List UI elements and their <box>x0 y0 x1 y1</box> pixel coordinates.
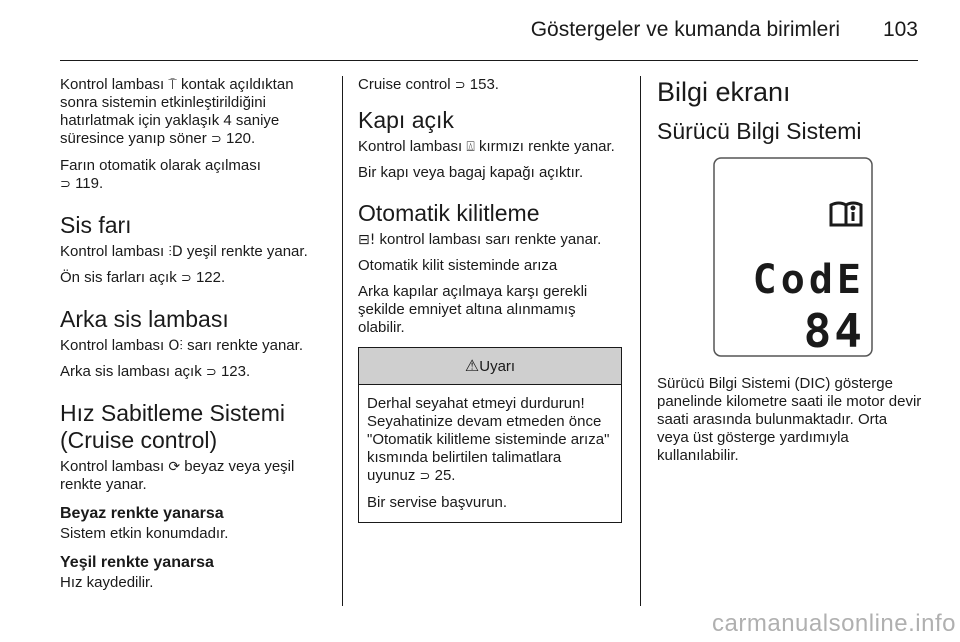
heading-fog-light: Sis farı <box>60 212 132 238</box>
text-run: 122. <box>191 269 226 286</box>
column-1 <box>60 76 330 600</box>
indicator-symbol-icon: ⫶D <box>168 244 183 260</box>
dic-display-svg <box>713 157 873 357</box>
paragraph-fog-1 <box>60 243 330 261</box>
paragraph-cruise-ref <box>358 76 626 95</box>
dic-code-text: CodE <box>752 257 865 303</box>
heading-green: Yeşil renkte yanarsa <box>60 554 214 571</box>
paragraph-lock-3: Arka kapılar açılmaya karşı gerekli şekilde emniyet altına alınmamış olabilir. <box>358 283 588 336</box>
column-divider-2 <box>640 76 641 606</box>
page-reference-arrow-icon: ⊃ <box>419 469 431 484</box>
indicator-symbol-icon: ⟳ <box>168 459 181 475</box>
heading-door-open: Kapı açık <box>358 107 454 133</box>
paragraph-lock-2: Otomatik kilit sisteminde arıza <box>358 257 558 274</box>
text-run: 123. <box>216 363 251 380</box>
text-run: Farın otomatik olarak açılması <box>60 157 261 174</box>
page-reference-arrow-icon: ⊃ <box>210 132 222 147</box>
text-run: Kontrol lambası <box>358 138 467 155</box>
page-reference-arrow-icon: ⊃ <box>60 177 71 192</box>
text-run: Kontrol lambası <box>60 76 169 93</box>
column-divider-1 <box>342 76 343 606</box>
paragraph-rear-fog-2 <box>60 363 330 382</box>
warning-body <box>359 385 621 522</box>
text-run: Kontrol lambası <box>60 458 169 475</box>
dic-caption: Sürücü Bilgi Sistemi (DIC) gösterge panelinde kilometre saati ile motor devir saati arasında bulunmaktadır. Orta veya üst gösterge yardımıyla kullanılabilir. <box>657 375 922 464</box>
heading-driver-info: Sürücü Bilgi Sistemi <box>657 118 862 144</box>
page-reference-arrow-icon: ⊃ <box>180 271 192 286</box>
column-3 <box>657 76 922 473</box>
text-run: 153. <box>465 76 499 93</box>
watermark: carmanualsonline.info <box>712 610 956 637</box>
heading-rear-fog: Arka sis lambası <box>60 306 229 332</box>
paragraph-door-2: Bir kapı veya bagaj kapağı açıktır. <box>358 164 584 181</box>
paragraph-green: Hız kaydedilir. <box>60 574 154 591</box>
paragraph-auto-light <box>60 157 330 194</box>
text-run: kırmızı renkte yanar. <box>474 138 615 155</box>
warning-paragraph-2: Bir servise başvurun. <box>367 494 508 511</box>
dic-number-text: 84 <box>803 304 865 357</box>
text-run: 25. <box>430 467 456 484</box>
paragraph-lock-1 <box>358 231 626 249</box>
header-title: Göstergeler ve kumanda birimleri <box>530 18 840 41</box>
heading-info-display: Bilgi ekranı <box>657 77 791 107</box>
warning-box <box>358 347 622 523</box>
page-reference-arrow-icon: ⊃ <box>454 78 466 93</box>
text-run: Kontrol lambası <box>60 337 169 354</box>
warning-title: Uyarı <box>479 358 516 375</box>
dic-display-illustration <box>713 157 873 357</box>
text-run: kontak açıldıktan sonra sistemin etkinleştirildiğini hatırlatmak için yaklaşık 4 saniye süresince yanıp söner <box>60 76 294 147</box>
page-number: 103 <box>882 18 918 41</box>
paragraph-reminder <box>60 76 330 149</box>
indicator-symbol-icon: O⫶ <box>168 338 183 354</box>
text-run: yeşil renkte yanar. <box>182 243 308 260</box>
heading-cruise: Hız Sabitleme Sistemi (Cruise control) <box>60 400 285 453</box>
column-2 <box>358 76 626 523</box>
paragraph-rear-fog-1 <box>60 337 330 355</box>
heading-white: Beyaz renkte yanarsa <box>60 505 224 522</box>
text-run: Derhal seyahat etmeyi durdurun! Seyahatinize devam etmeden önce "Otomatik kilitleme sisteminde arıza" kısmında belirtilen talimatlara uyunuz <box>367 395 610 484</box>
text-run: Ön sis farları açık <box>60 269 181 286</box>
text-run: 119. <box>70 175 104 192</box>
indicator-symbol-icon: ⊟! <box>358 232 376 248</box>
text-run: kontrol lambası sarı renkte yanar. <box>375 231 602 248</box>
indicator-symbol-icon: ⍑ <box>168 77 177 93</box>
text-run: sarı renkte yanar. <box>182 337 303 354</box>
page-header <box>60 0 918 61</box>
text-run: beyaz veya yeşil renkte yanar. <box>60 458 295 493</box>
paragraph-fog-2 <box>60 269 330 288</box>
paragraph-cruise-1 <box>60 458 330 494</box>
page-reference-arrow-icon: ⊃ <box>205 365 217 380</box>
paragraph-white: Sistem etkin konumdadır. <box>60 525 229 542</box>
warning-paragraph-1 <box>367 395 613 486</box>
heading-auto-lock: Otomatik kilitleme <box>358 200 540 226</box>
text-run: Arka sis lambası açık <box>60 363 206 380</box>
text-run: 120. <box>221 130 256 147</box>
warning-header <box>359 348 621 385</box>
indicator-symbol-icon: ⍍ <box>466 139 475 155</box>
text-run: Kontrol lambası <box>60 243 169 260</box>
paragraph-door-1 <box>358 138 626 156</box>
text-run: Cruise control <box>358 76 455 93</box>
warning-icon: ⚠ <box>464 356 480 375</box>
